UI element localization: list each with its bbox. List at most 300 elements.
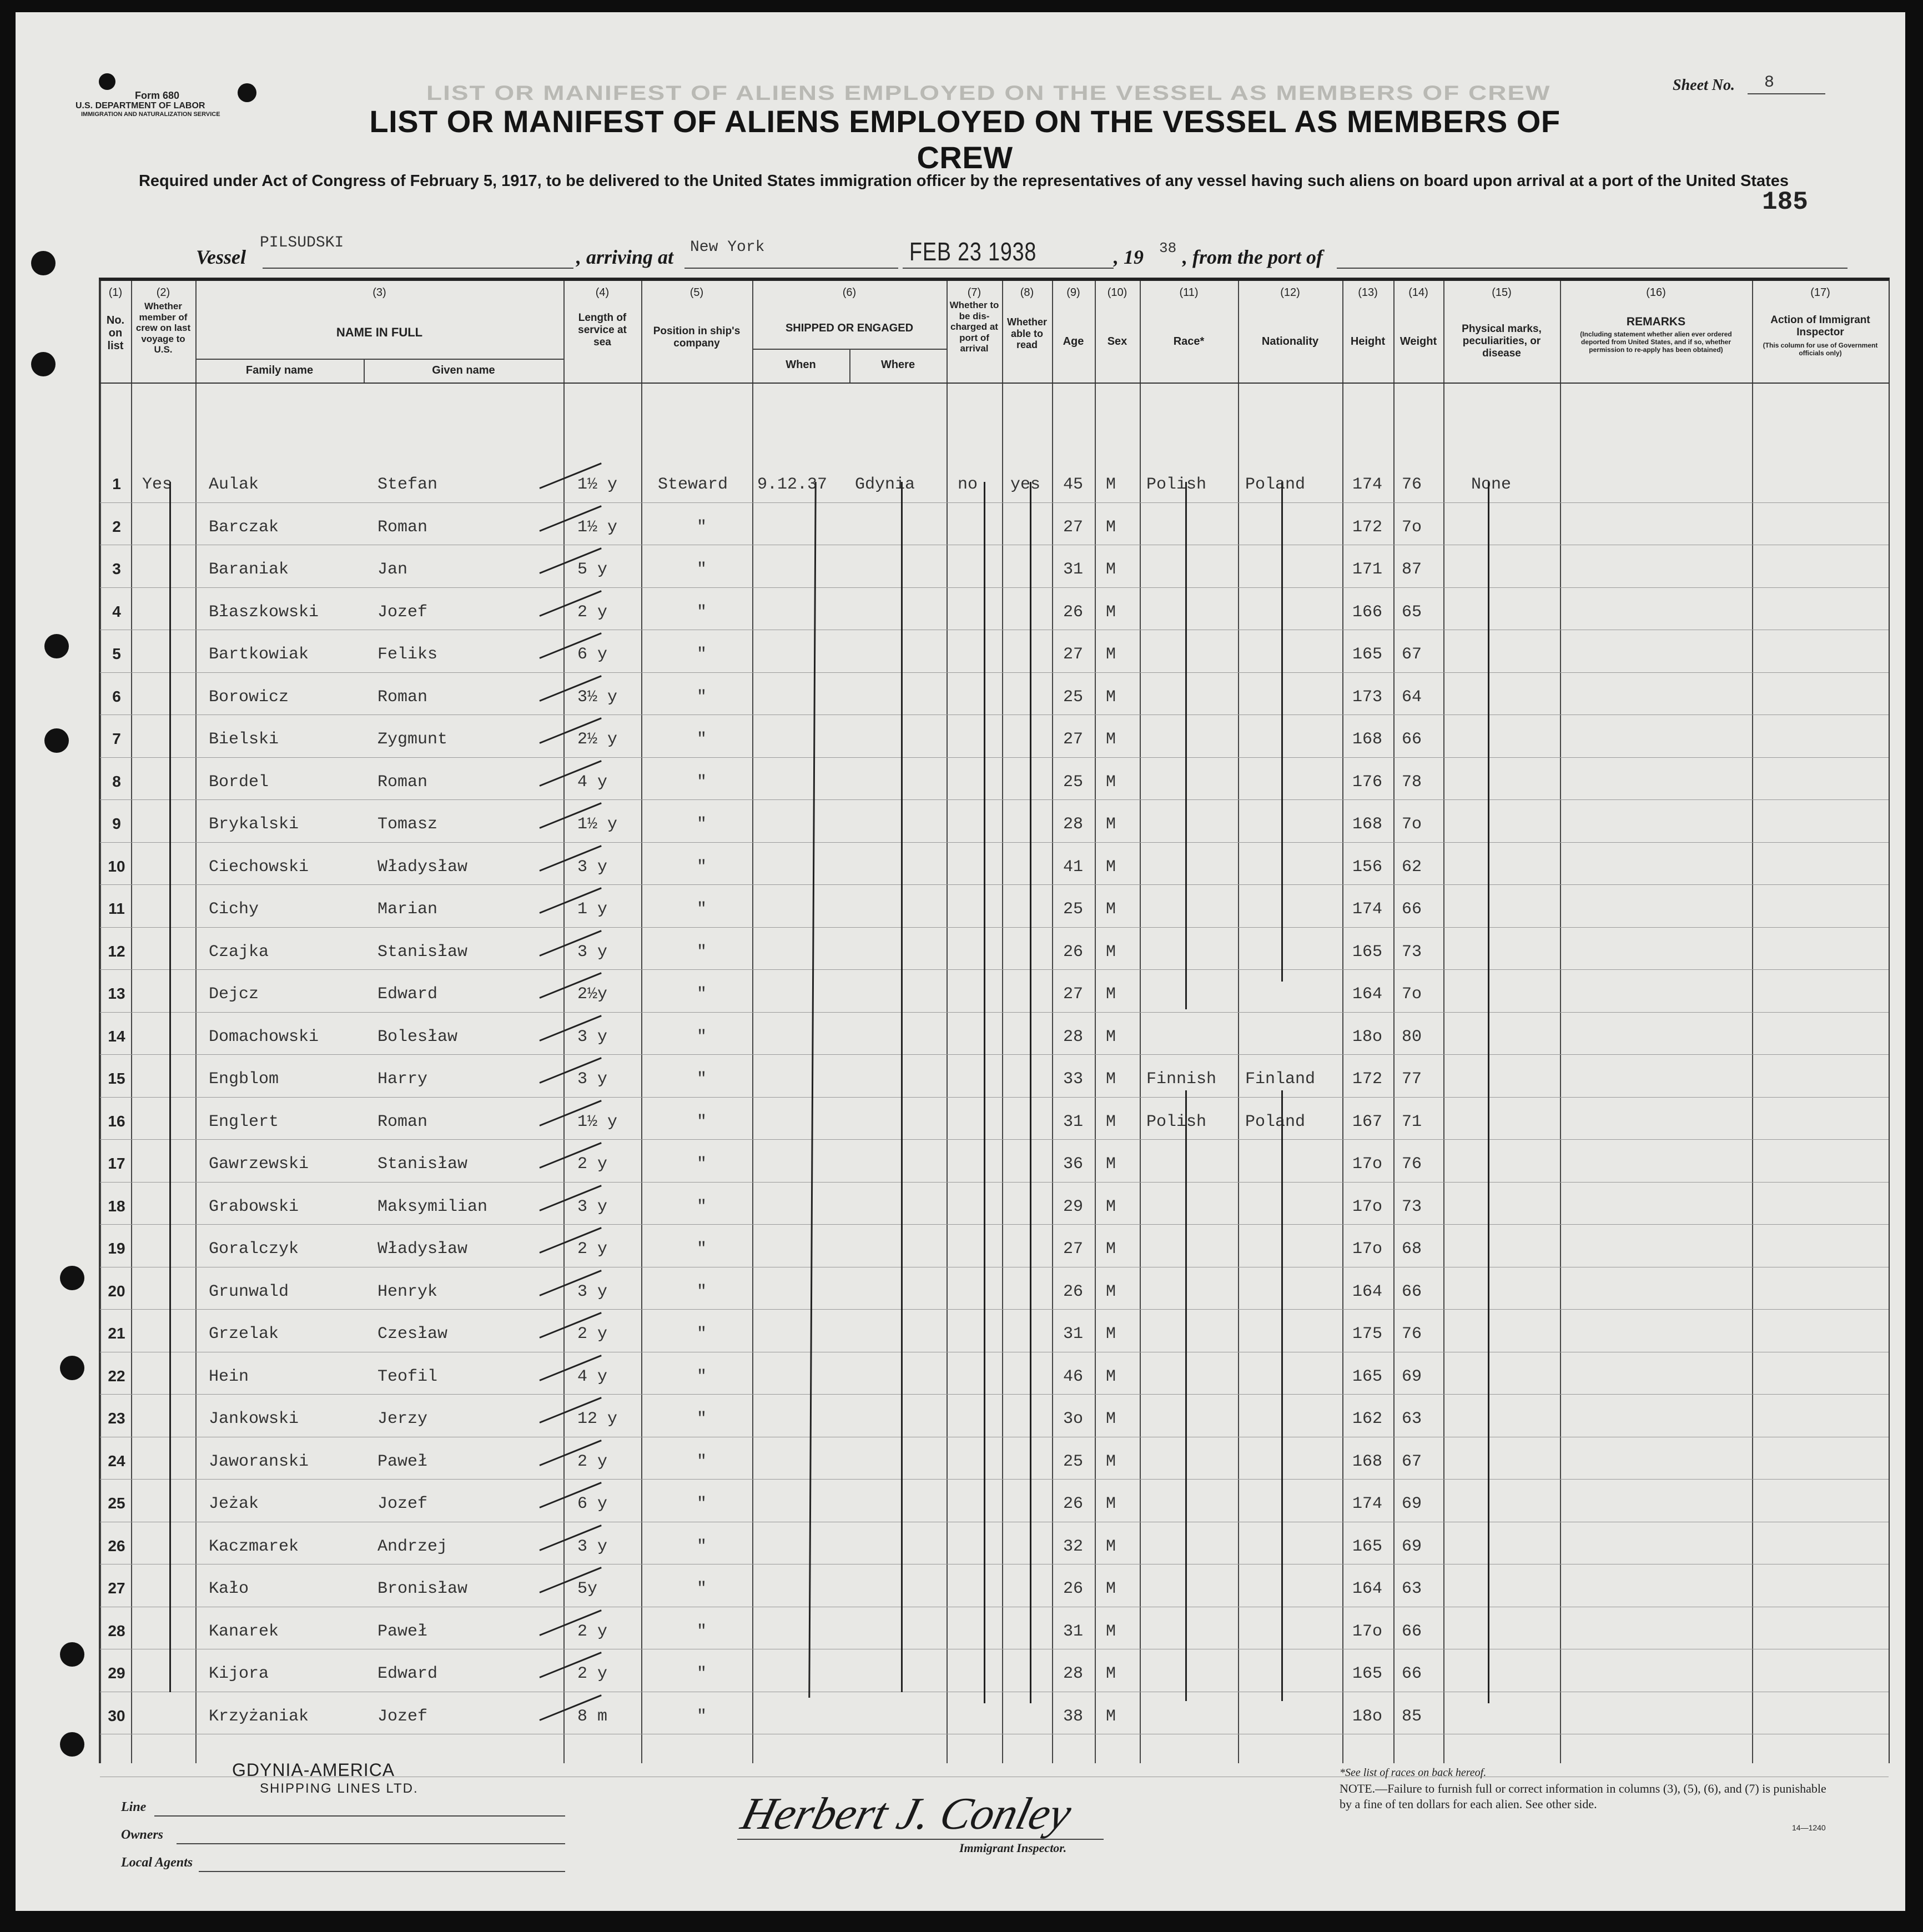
arriving-port: New York	[690, 239, 765, 256]
length-of-service: 3 y	[577, 1027, 608, 1046]
age: 31	[1063, 1622, 1084, 1641]
column-number: (8)	[1020, 286, 1034, 299]
sheet-number: 8	[1764, 73, 1775, 92]
height: 168	[1352, 730, 1383, 749]
ditto-stroke	[1281, 1090, 1283, 1701]
column-number: (10)	[1107, 286, 1127, 299]
sex: M	[1106, 857, 1116, 877]
binder-hole	[60, 1642, 84, 1667]
weight: 78	[1402, 772, 1422, 792]
age: 27	[1063, 517, 1084, 537]
sex: M	[1106, 1579, 1116, 1598]
print-code: 14—1240	[1792, 1823, 1826, 1832]
height: 173	[1352, 687, 1383, 707]
length-of-service: 5y	[577, 1579, 598, 1598]
age: 46	[1063, 1367, 1084, 1386]
position: "	[697, 1707, 707, 1726]
given-name: Stanisław	[377, 942, 468, 962]
header-discharged: Whether to be dis-charged at port of arrival	[949, 300, 999, 354]
height: 172	[1352, 1070, 1383, 1089]
family-name: Barczak	[209, 517, 279, 537]
header-where: Where	[880, 359, 915, 371]
row-number: 30	[108, 1707, 125, 1724]
column-number: (17)	[1810, 286, 1830, 299]
family-name: Borowicz	[209, 687, 289, 707]
given-name: Jan	[377, 560, 408, 579]
sex: M	[1106, 560, 1116, 579]
age: 45	[1063, 475, 1084, 494]
weight: 63	[1402, 1410, 1422, 1428]
position: "	[697, 1452, 707, 1471]
row-rule	[100, 842, 1889, 843]
binder-hole	[44, 634, 69, 658]
weight: 62	[1402, 857, 1422, 877]
row-rule	[100, 1224, 1889, 1225]
weight: 66	[1402, 1622, 1422, 1641]
weight: 66	[1402, 730, 1422, 749]
header-sex: Sex	[1107, 335, 1127, 348]
family-name: Błaszkowski	[209, 602, 319, 622]
column-number: (13)	[1358, 286, 1378, 299]
length-of-service: 3 y	[577, 942, 608, 962]
weight: 69	[1402, 1495, 1422, 1513]
length-of-service: 1½ y	[577, 815, 618, 834]
header-when: When	[786, 359, 816, 371]
sex: M	[1106, 1027, 1116, 1046]
form-title: LIST OR MANIFEST OF ALIENS EMPLOYED ON THE VESSEL AS MEMBERS OF CREW	[369, 104, 1560, 175]
weight: 67	[1402, 645, 1422, 664]
weight: 66	[1402, 1282, 1422, 1301]
family-name: Gawrzewski	[209, 1155, 309, 1174]
sex: M	[1106, 1410, 1116, 1428]
row-number: 3	[112, 560, 121, 577]
given-name: Roman	[377, 517, 428, 537]
position: "	[697, 772, 707, 792]
sex: M	[1106, 1495, 1116, 1513]
row-number: 16	[108, 1112, 125, 1130]
sex: M	[1106, 602, 1116, 622]
family-name: Grunwald	[209, 1282, 289, 1301]
weight: 76	[1402, 1325, 1422, 1344]
shipping-line-stamp-sub: SHIPPING LINES LTD.	[260, 1781, 419, 1796]
family-name: Engblom	[209, 1070, 279, 1089]
row-number: 24	[108, 1452, 125, 1470]
length-of-service: 4 y	[577, 772, 608, 792]
length-of-service: 2 y	[577, 1240, 608, 1259]
height: 174	[1352, 1495, 1383, 1513]
row-rule	[100, 927, 1889, 928]
line-label: Line	[121, 1800, 147, 1814]
ditto-stroke	[1185, 482, 1187, 1009]
column-number: (4)	[595, 286, 610, 299]
row-rule	[100, 1479, 1889, 1480]
nationality: Poland	[1245, 1112, 1306, 1131]
row-number: 25	[108, 1495, 125, 1512]
sex: M	[1106, 1155, 1116, 1174]
race: Polish	[1146, 475, 1207, 494]
age: 26	[1063, 1579, 1084, 1598]
age: 26	[1063, 942, 1084, 962]
sex: M	[1106, 1452, 1116, 1471]
department-name: U.S. DEPARTMENT OF LABOR	[75, 101, 205, 110]
age: 28	[1063, 815, 1084, 834]
position: Steward	[658, 475, 728, 494]
header-length-service: Length of service at sea	[578, 312, 627, 348]
height: 168	[1352, 815, 1383, 834]
row-number: 17	[108, 1155, 125, 1172]
family-name: Jankowski	[209, 1410, 299, 1428]
given-name: Jerzy	[377, 1410, 428, 1428]
row-rule	[100, 1309, 1889, 1310]
column-number: (5)	[689, 286, 704, 299]
age: 32	[1063, 1537, 1084, 1556]
from-port-underline	[1337, 268, 1848, 269]
physical-marks: None	[1471, 475, 1512, 494]
age: 25	[1063, 900, 1084, 919]
sex: M	[1106, 1282, 1116, 1301]
given-name: Roman	[377, 1112, 428, 1131]
length-of-service: 3 y	[577, 1282, 608, 1301]
height: 165	[1352, 1537, 1383, 1556]
row-rule	[100, 502, 1889, 503]
given-name: Władysław	[377, 1240, 468, 1259]
column-number: (6)	[842, 286, 857, 299]
year-value: 38	[1159, 240, 1177, 256]
sex: M	[1106, 1325, 1116, 1344]
given-name: Marian	[377, 900, 438, 919]
age: 31	[1063, 1112, 1084, 1131]
column-number: (9)	[1066, 286, 1080, 299]
age: 28	[1063, 1027, 1084, 1046]
manifest-sheet	[16, 12, 1905, 1911]
given-name: Stefan	[377, 475, 438, 494]
family-name: Hein	[209, 1367, 249, 1386]
family-name: Baraniak	[209, 560, 289, 579]
position: "	[697, 942, 707, 962]
binder-hole	[31, 251, 56, 275]
length-of-service: 6 y	[577, 645, 608, 664]
position: "	[697, 517, 707, 537]
given-name: Bolesław	[377, 1027, 458, 1046]
age: 3o	[1063, 1410, 1084, 1428]
weight: 66	[1402, 900, 1422, 919]
weight: 87	[1402, 560, 1422, 579]
sex: M	[1106, 1112, 1116, 1131]
given-name: Bronisław	[377, 1579, 468, 1598]
header-race: Race*	[1173, 335, 1205, 348]
row-number: 20	[108, 1282, 125, 1300]
column-number: (16)	[1646, 286, 1666, 299]
age: 41	[1063, 857, 1084, 877]
age: 38	[1063, 1707, 1084, 1726]
from-port-label: , from the port of	[1182, 246, 1323, 268]
family-name: Brykalski	[209, 815, 299, 834]
header-remarks-note: (Including statement whether alien ever ordered deported from United States, and if so, whether permission to re-apply has been obtained)	[1580, 330, 1732, 354]
family-name: Dejcz	[209, 985, 259, 1004]
sex: M	[1106, 772, 1116, 792]
length-of-service: 1½ y	[577, 1112, 618, 1131]
height: 174	[1352, 900, 1383, 919]
given-name: Edward	[377, 985, 438, 1004]
family-name: Cichy	[209, 900, 259, 919]
vessel-label: Vessel	[196, 246, 246, 268]
binder-hole	[60, 1356, 84, 1380]
family-name: Goralczyk	[209, 1240, 299, 1259]
sex: M	[1106, 1537, 1116, 1556]
shipped-where: Gdynia	[855, 475, 915, 494]
height: 18o	[1352, 1707, 1383, 1726]
position: "	[697, 1410, 707, 1428]
crew-rows	[100, 281, 1889, 1763]
age: 26	[1063, 602, 1084, 622]
inspector-label: Immigrant Inspector.	[959, 1841, 1067, 1855]
height: 165	[1352, 942, 1383, 962]
column-number: (11)	[1179, 286, 1199, 299]
family-name: Grabowski	[209, 1197, 299, 1216]
row-number: 12	[108, 942, 125, 960]
position: "	[697, 1537, 707, 1556]
age: 26	[1063, 1282, 1084, 1301]
age: 31	[1063, 560, 1084, 579]
row-number: 15	[108, 1070, 125, 1087]
nationality: Finland	[1245, 1070, 1316, 1089]
position: "	[697, 1495, 707, 1513]
shipped-when: 9.12.37	[757, 475, 828, 494]
sex: M	[1106, 815, 1116, 834]
row-rule	[100, 1012, 1889, 1013]
member-last-voyage: Yes	[142, 475, 173, 494]
length-of-service: 2 y	[577, 1622, 608, 1641]
age: 27	[1063, 1240, 1084, 1259]
family-name: Bartkowiak	[209, 645, 309, 664]
weight: 67	[1402, 1452, 1422, 1471]
row-number: 28	[108, 1622, 125, 1639]
height: 17o	[1352, 1622, 1383, 1641]
column-number: (7)	[967, 286, 981, 299]
position: "	[697, 1622, 707, 1641]
height: 165	[1352, 645, 1383, 664]
form-number: Form 680	[135, 90, 180, 101]
sex: M	[1106, 1664, 1116, 1683]
age: 25	[1063, 687, 1084, 707]
binder-hole	[60, 1732, 84, 1757]
able-to-read: yes	[1010, 475, 1041, 494]
row-number: 7	[112, 730, 121, 747]
age: 27	[1063, 645, 1084, 664]
arriving-label: , arriving at	[576, 246, 674, 268]
ditto-stroke	[1281, 482, 1283, 982]
weight: 64	[1402, 687, 1422, 707]
header-action-inspector: Action of Immigrant Inspector	[1770, 314, 1870, 338]
length-of-service: 3 y	[577, 1070, 608, 1089]
length-of-service: 1½ y	[577, 517, 618, 537]
header-shipped-engaged: SHIPPED OR ENGAGED	[785, 322, 914, 334]
binder-hole	[31, 352, 56, 376]
position: "	[697, 1664, 707, 1683]
sheet-underline	[1748, 93, 1825, 94]
sex: M	[1106, 645, 1116, 664]
family-name: Kijora	[209, 1664, 269, 1683]
header-action-note: (This column for use of Government officials only)	[1763, 341, 1878, 357]
sex: M	[1106, 1707, 1116, 1726]
header-physical-marks: Physical marks, peculiarities, or disease	[1462, 323, 1542, 359]
position: "	[697, 857, 707, 877]
row-number: 23	[108, 1410, 125, 1427]
length-of-service: 4 y	[577, 1367, 608, 1386]
column-number: (3)	[372, 286, 386, 299]
given-name: Jozef	[377, 1495, 428, 1513]
header-height: Height	[1350, 335, 1386, 348]
length-of-service: 8 m	[577, 1707, 608, 1726]
row-number: 19	[108, 1240, 125, 1257]
column-number: (14)	[1408, 286, 1428, 299]
header-name-in-full: NAME IN FULL	[336, 325, 423, 339]
given-name: Harry	[377, 1070, 428, 1089]
sex: M	[1106, 475, 1116, 494]
year-prefix: , 19	[1114, 246, 1144, 268]
form-subtitle: Required under Act of Congress of February 5, 1917, to be delivered to the United States immigration officer by the representatives of any vessel having such aliens on board upon arrival at a port of the United States	[138, 172, 1789, 190]
binder-hole	[238, 83, 256, 102]
position: "	[697, 1579, 707, 1598]
weight: 63	[1402, 1579, 1422, 1598]
arrival-date-stamp: FEB 23 1938	[909, 237, 1037, 266]
ditto-stroke	[1030, 482, 1031, 1703]
row-rule	[100, 672, 1889, 673]
position: "	[697, 1325, 707, 1344]
length-of-service: 2 y	[577, 602, 608, 622]
length-of-service: 5 y	[577, 560, 608, 579]
age: 26	[1063, 1495, 1084, 1513]
column-number: (12)	[1280, 286, 1300, 299]
weight: 73	[1402, 942, 1422, 962]
length-of-service: 2 y	[577, 1452, 608, 1471]
binder-hole	[99, 73, 115, 90]
age: 28	[1063, 1664, 1084, 1683]
local-agents-label: Local Agents	[121, 1855, 193, 1870]
ditto-stroke	[901, 482, 903, 1692]
line-underline	[154, 1815, 565, 1817]
position: "	[697, 985, 707, 1004]
given-name: Władysław	[377, 857, 468, 877]
family-name: Bordel	[209, 772, 269, 792]
height: 164	[1352, 1579, 1383, 1598]
row-number: 1	[112, 475, 121, 492]
row-number: 10	[108, 857, 125, 875]
header-position: Position in ship's company	[653, 325, 741, 349]
vessel-name: PILSUDSKI	[260, 234, 344, 251]
family-name: Bielski	[209, 730, 279, 749]
position: "	[697, 900, 707, 919]
length-of-service: 12 y	[577, 1410, 618, 1428]
header-given-name: Given name	[432, 364, 495, 376]
height: 164	[1352, 985, 1383, 1004]
height: 162	[1352, 1410, 1383, 1428]
weight: 69	[1402, 1367, 1422, 1386]
sex: M	[1106, 1367, 1116, 1386]
row-number: 29	[108, 1664, 125, 1682]
length-of-service: 2½ y	[577, 730, 618, 749]
weight: 68	[1402, 1240, 1422, 1259]
weight: 80	[1402, 1027, 1422, 1046]
row-rule	[100, 1054, 1889, 1055]
row-rule	[100, 757, 1889, 758]
position: "	[697, 1240, 707, 1259]
crew-manifest-table	[99, 278, 1890, 1763]
length-of-service: 3 y	[577, 1197, 608, 1216]
signature-underline	[737, 1839, 1104, 1840]
race: Finnish	[1146, 1070, 1217, 1089]
row-rule	[100, 1394, 1889, 1395]
header-able-read: Whether able to read	[1007, 316, 1047, 351]
row-number: 21	[108, 1325, 125, 1342]
header-weight: Weight	[1400, 335, 1437, 348]
binder-hole	[44, 728, 69, 753]
row-rule	[100, 799, 1889, 800]
position: "	[697, 1155, 707, 1174]
nationality: Poland	[1245, 475, 1306, 494]
row-number: 4	[112, 602, 121, 620]
given-name: Henryk	[377, 1282, 438, 1301]
family-name: Jaworanski	[209, 1452, 309, 1471]
row-rule	[100, 884, 1889, 885]
age: 36	[1063, 1155, 1084, 1174]
ditto-stroke	[1488, 482, 1489, 1703]
weight: 73	[1402, 1197, 1422, 1216]
row-number: 11	[108, 900, 125, 917]
age: 27	[1063, 730, 1084, 749]
sex: M	[1106, 730, 1116, 749]
weight: 69	[1402, 1537, 1422, 1556]
family-name: Grzelak	[209, 1325, 279, 1344]
given-name: Tomasz	[377, 815, 438, 834]
age: 29	[1063, 1197, 1084, 1216]
ditto-stroke	[169, 482, 171, 1692]
shipping-line-stamp: GDYNIA-AMERICA	[232, 1760, 395, 1780]
position: "	[697, 1112, 707, 1131]
row-rule	[100, 969, 1889, 970]
header-member-last-voyage: Whether member of crew on last voyage to U.S.	[135, 301, 191, 355]
row-number: 26	[108, 1537, 125, 1554]
position: "	[697, 1070, 707, 1089]
family-name: Ciechowski	[209, 857, 309, 877]
position: "	[697, 1027, 707, 1046]
inspector-signature: Herbert J. Conley	[736, 1788, 1077, 1839]
family-name: Aulak	[209, 475, 259, 494]
given-name: Zygmunt	[377, 730, 448, 749]
sex: M	[1106, 942, 1116, 962]
length-of-service: 3½ y	[577, 687, 618, 707]
position: "	[697, 645, 707, 664]
age: 33	[1063, 1070, 1084, 1089]
row-rule	[100, 1097, 1889, 1098]
sex: M	[1106, 1197, 1116, 1216]
height: 17o	[1352, 1240, 1383, 1259]
position: "	[697, 560, 707, 579]
height: 166	[1352, 602, 1383, 622]
position: "	[697, 1197, 707, 1216]
given-name: Feliks	[377, 645, 438, 664]
given-name: Paweł	[377, 1622, 428, 1641]
given-name: Paweł	[377, 1452, 428, 1471]
length-of-service: 2 y	[577, 1155, 608, 1174]
column-number: (2)	[156, 286, 170, 299]
height: 174	[1352, 475, 1383, 494]
vessel-underline	[263, 268, 573, 269]
weight: 76	[1402, 475, 1422, 494]
bleed-through-title: LIST OR MANIFEST OF ALIENS EMPLOYED ON THE VESSEL AS MEMBERS OF CREW	[426, 81, 1551, 104]
penalty-note: NOTE.—Failure to furnish full or correct information in columns (3), (5), (6), and (7) is punishable by a fine of ten dollars for each alien. See other side.	[1340, 1782, 1826, 1811]
sex: M	[1106, 517, 1116, 537]
